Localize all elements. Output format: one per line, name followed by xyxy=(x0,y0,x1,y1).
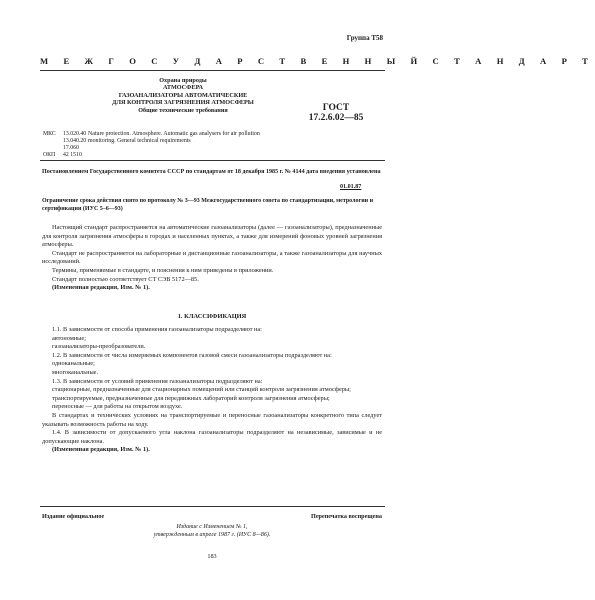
code-value: 13.040.20 xyxy=(63,138,87,145)
intro-section xyxy=(42,224,382,293)
edition-note xyxy=(90,523,334,539)
revision-note: (Измененная редакция, Изм. № 1). xyxy=(52,284,150,292)
classification-section xyxy=(42,326,382,455)
classification-paragraph: транспортируемые, предназначенные для передвижных лабораторий контроля загрязнения атмосферы; xyxy=(52,394,330,402)
intro-paragraph: Термины, применяемые в стандарте, и пояснения к ним приведены в приложении. xyxy=(52,266,274,274)
title-line-4: ДЛЯ КОНТРОЛЯ ЗАГРЯЗНЕНИЯ АТМОСФЕРЫ xyxy=(112,99,254,107)
reprint-prohibited: Перепечатка воспрещена xyxy=(311,513,382,520)
english-title: Nature protection. Atmosphere. Automatic gas analysers for air pollution monitoring. General technical requirements xyxy=(88,131,260,144)
gost-label: ГОСТ xyxy=(322,103,350,113)
classification-paragraph: 1.1. В зависимости от способа применения газоанализаторы подразделяют на: xyxy=(52,326,262,333)
standard-title: М Е Ж Г О С У Д А Р С Т В Е Н Н Ы Й С Т А Н Д А Р Т xyxy=(40,56,595,66)
classification-paragraph: 1.2. В зависимости от числа измеряемых компонентов газовой смеси газоанализаторы подразделяют на: xyxy=(52,351,332,359)
group-code: Группа Т58 xyxy=(346,34,383,42)
intro-paragraph: Стандарт не распространяется на лабораторные и дистанционные газоанализаторы, а также газоанализаторы для научных исследований. xyxy=(42,249,382,266)
title-line-5: Общие технические требования xyxy=(138,106,228,114)
decree-text: Постановлением Государственного комитета СССР по стандартам от 18 декабря 1985 г. № 4144 дата введения установлена xyxy=(42,169,381,175)
section-title: 1. КЛАССИФИКАЦИЯ xyxy=(177,313,247,320)
code-label xyxy=(43,145,63,152)
code-value: 17.060 xyxy=(63,145,79,152)
intro-date: 01.01.87 xyxy=(340,184,362,190)
page-number: 183 xyxy=(207,553,217,560)
title-line-3: ГАЗОАНАЛИЗАТОРЫ АВТОМАТИЧЕСКИЕ xyxy=(118,91,248,99)
classification-paragraph: одноканальные; xyxy=(52,360,95,368)
intro-paragraph: Стандарт полностью соответствует СТ СЭВ 5172—85. xyxy=(52,275,199,283)
limitation-note: Ограничение срока действия снято по протоколу № 3—93 Межгосударственного совета по стандартизации, метрологии и сертификации (ИУС 5–6—93) xyxy=(42,198,374,212)
title-line-2: АТМОСФЕРА xyxy=(162,84,204,92)
classification-paragraph: переносные — для работы на открытом воздухе. xyxy=(52,403,183,411)
code-label: МКС xyxy=(43,131,56,137)
classification-paragraph: многоканальные. xyxy=(52,368,99,376)
edition-line-1: Издание с Изменением № 1, xyxy=(176,524,248,530)
code-row xyxy=(43,138,86,145)
classification-paragraph: газоанализаторы-преобразователи. xyxy=(52,343,146,351)
classification-codes xyxy=(43,131,86,159)
code-value: 42 1510 xyxy=(63,152,82,159)
code-row xyxy=(43,152,86,159)
title-block xyxy=(88,77,278,114)
classification-paragraph: стационарные, предназначенные для стационарных помещений или станций контроля загрязнения атмосферы; xyxy=(52,386,351,394)
classification-paragraph: 1.3. В зависимости от условий применения газоанализаторы подразделяют на: xyxy=(52,377,263,385)
title-line-1: Охрана природы xyxy=(159,77,207,84)
code-row xyxy=(43,145,86,152)
classification-paragraph: В стандартах и технических условиях на транспортируемые и переносные газоанализаторы конкретного типа следует указывать возможность работы на ходу. xyxy=(42,411,382,428)
code-label: ОКП xyxy=(43,152,56,159)
code-row xyxy=(43,131,86,138)
codes-rule xyxy=(40,160,385,161)
code-value: 13.020.40 xyxy=(63,131,87,137)
official-edition: Издание официальное xyxy=(42,513,105,520)
code-label xyxy=(43,138,63,145)
edition-line-2: утвержденным в апреле 1987 г. (ИУС 8—86). xyxy=(153,532,271,538)
footer-rule xyxy=(40,506,385,507)
classification-paragraph: автономные; xyxy=(52,334,86,342)
intro-paragraph: Настоящий стандарт распространяется на автоматические газоанализаторы (далее — газоанализаторы), предназначенные для контроля загрязнения атмосферы в городах и населенных пунктах, а также для измерений фоновых уровней загрязнения атмосферы. xyxy=(42,224,382,249)
classification-paragraph: 1.4. В зависимости от допускаемого угла наклона газоанализаторы подразделяют на независимые, зависимые и не допускающие наклона. xyxy=(42,429,382,445)
gost-designation xyxy=(288,103,384,124)
gost-number: 17.2.6.02—85 xyxy=(308,113,364,123)
top-rule xyxy=(40,70,385,71)
revision-note: (Измененная редакция, Изм. № 1). xyxy=(52,446,150,454)
